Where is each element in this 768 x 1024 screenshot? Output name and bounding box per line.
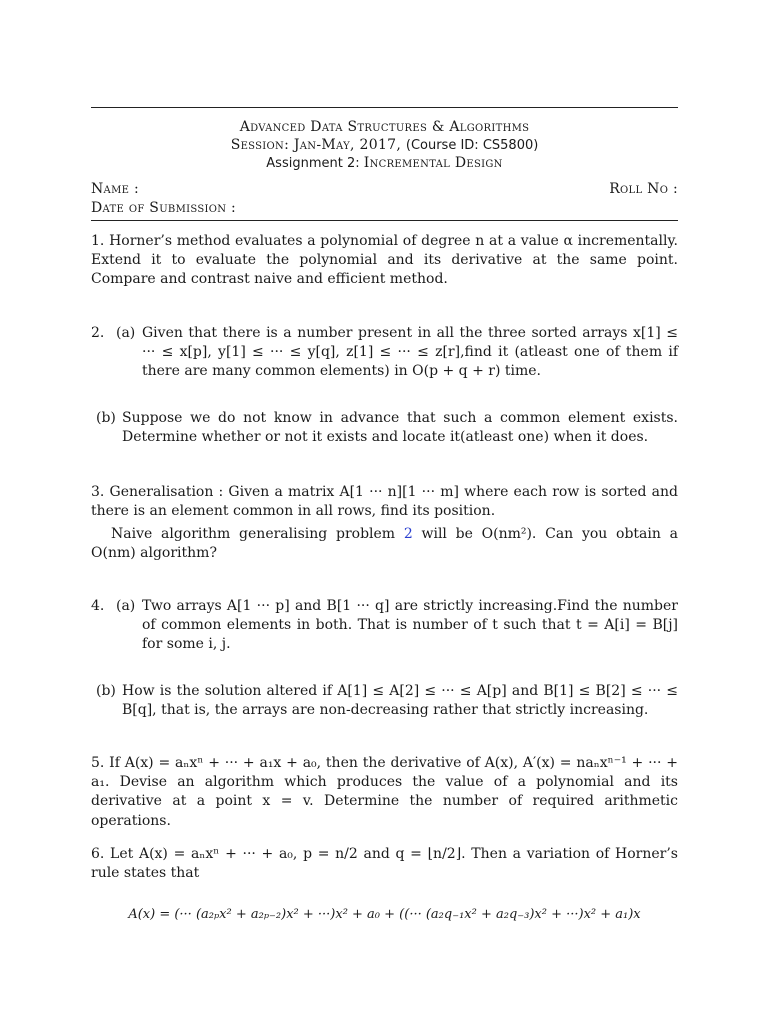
question-2b-label: (b) <box>96 410 116 426</box>
question-3-naive-text-a: Naive algorithm generalising problem <box>111 526 404 542</box>
top-rule <box>91 107 678 108</box>
question-2-number: 2. <box>91 325 105 341</box>
problem-2-link[interactable]: 2 <box>403 526 413 542</box>
horner-variation-equation: A(x) = (··· (a₂ₚx² + a₂ₚ₋₂)x² + ···)x² + a₀ + ((··· (a₂q₋₁x² + a₂q₋₃)x² + ···)x² + a₁)x <box>128 907 641 922</box>
question-4a: Two arrays A[1 ··· p] and B[1 ··· q] are strictly increasing.Find the number of common elements in both. That is number of t such that t = A[i] = B[j] for some i, j. <box>142 598 678 653</box>
question-2b: Suppose we do not know in advance that such a common element exists. Determine whether or not it exists and locate it(atleast one) when it does. <box>122 410 678 446</box>
question-2a: Given that there is a number present in all the three sorted arrays x[1] ≤ ··· ≤ x[p], y[1] ≤ ··· ≤ y[q], z[1] ≤ ··· ≤ z[r],find it (atleast one of them if there are many common elements) in O(p + q + r) time. <box>142 325 678 380</box>
name-field: Name : <box>91 181 139 197</box>
question-2a-label: (a) <box>116 325 136 341</box>
roll-field: Roll No : <box>609 181 678 197</box>
assignment-prefix: Assignment 2: <box>266 156 364 171</box>
question-1: 1. Horner’s method evaluates a polynomial of degree n at a value α incrementally. Extend it to evaluate the polynomial and its derivative at the same point. Compare and contrast naive and efficient method. <box>91 233 678 288</box>
question-3-naive <box>91 525 678 563</box>
session-text: Session: Jan-May, 2017, <box>230 137 406 153</box>
question-4-number: 4. <box>91 598 105 614</box>
question-5: 5. If A(x) = aₙxⁿ + ··· + a₁x + a₀, then the derivative of A(x), A′(x) = naₙxⁿ⁻¹ + ··· + a₁. Devise an algorithm which produces the value of a polynomial and its derivative at a point x = v. Determine the number of required arithmetic operations. <box>91 755 678 829</box>
question-3-naive-text-b: will be O(nm²). Can you obtain a O(nm) algorithm? <box>91 526 678 562</box>
course-id: (Course ID: CS5800) <box>405 138 539 153</box>
course-title: Advanced Data Structures & Algorithms <box>239 119 530 135</box>
date-field: Date of Submission : <box>91 200 237 216</box>
session-line <box>91 136 678 155</box>
question-6: 6. Let A(x) = aₙxⁿ + ··· + a₀, p = n/2 and q = ⌊n/2⌋. Then a variation of Horner’s rule states that <box>91 846 678 882</box>
assignment-title: Incremental Design <box>363 155 503 171</box>
question-4b: How is the solution altered if A[1] ≤ A[2] ≤ ··· ≤ A[p] and B[1] ≤ B[2] ≤ ··· ≤ B[q], that is, the arrays are non-decreasing rather that strictly increasing. <box>122 683 678 719</box>
assignment-line <box>91 154 678 173</box>
bottom-rule <box>91 220 678 221</box>
question-4a-label: (a) <box>116 598 136 614</box>
question-4b-label: (b) <box>96 683 116 699</box>
question-3: 3. Generalisation : Given a matrix A[1 ··· n][1 ··· m] where each row is sorted and there is an element common in all rows, find its position. <box>91 484 678 520</box>
